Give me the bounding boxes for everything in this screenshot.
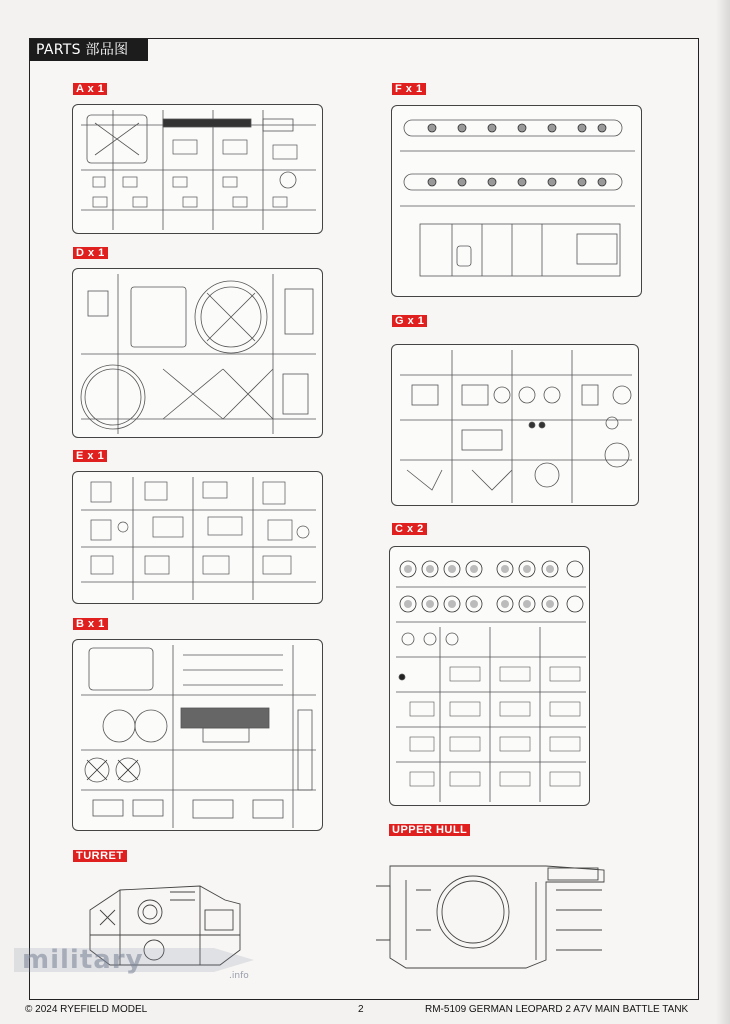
upper-hull-drawing (376, 860, 608, 972)
sprue-e-drawing (72, 471, 323, 604)
watermark-subtext: .info (229, 971, 249, 981)
sprue-label-g: G x 1 (392, 315, 427, 327)
page-edge-shadow (716, 0, 730, 1024)
sprue-label-f: F x 1 (392, 83, 426, 95)
sprue-label-d: D x 1 (73, 247, 108, 259)
sprue-label-e: E x 1 (73, 450, 107, 462)
sprue-f-drawing (391, 105, 642, 297)
sprue-d-drawing (72, 268, 323, 438)
footer-page-number: 2 (358, 1004, 364, 1015)
assembly-label-turret: TURRET (73, 850, 127, 862)
sprue-label-b: B x 1 (73, 618, 108, 630)
page-title: PARTS 部品图 (30, 39, 148, 61)
watermark-text: military (22, 945, 144, 975)
sprue-a-drawing (72, 104, 323, 234)
footer-product-name: RM-5109 GERMAN LEOPARD 2 A7V MAIN BATTLE TANK (425, 1004, 689, 1015)
footer-copyright: © 2024 RYEFIELD MODEL (25, 1004, 148, 1015)
assembly-label-upper-hull: UPPER HULL (389, 824, 470, 836)
sprue-b-drawing (72, 639, 323, 831)
sprue-g-drawing (391, 344, 639, 506)
sprue-label-a: A x 1 (73, 83, 107, 95)
sprue-label-c: C x 2 (392, 523, 427, 535)
sprue-c-drawing (389, 546, 590, 806)
